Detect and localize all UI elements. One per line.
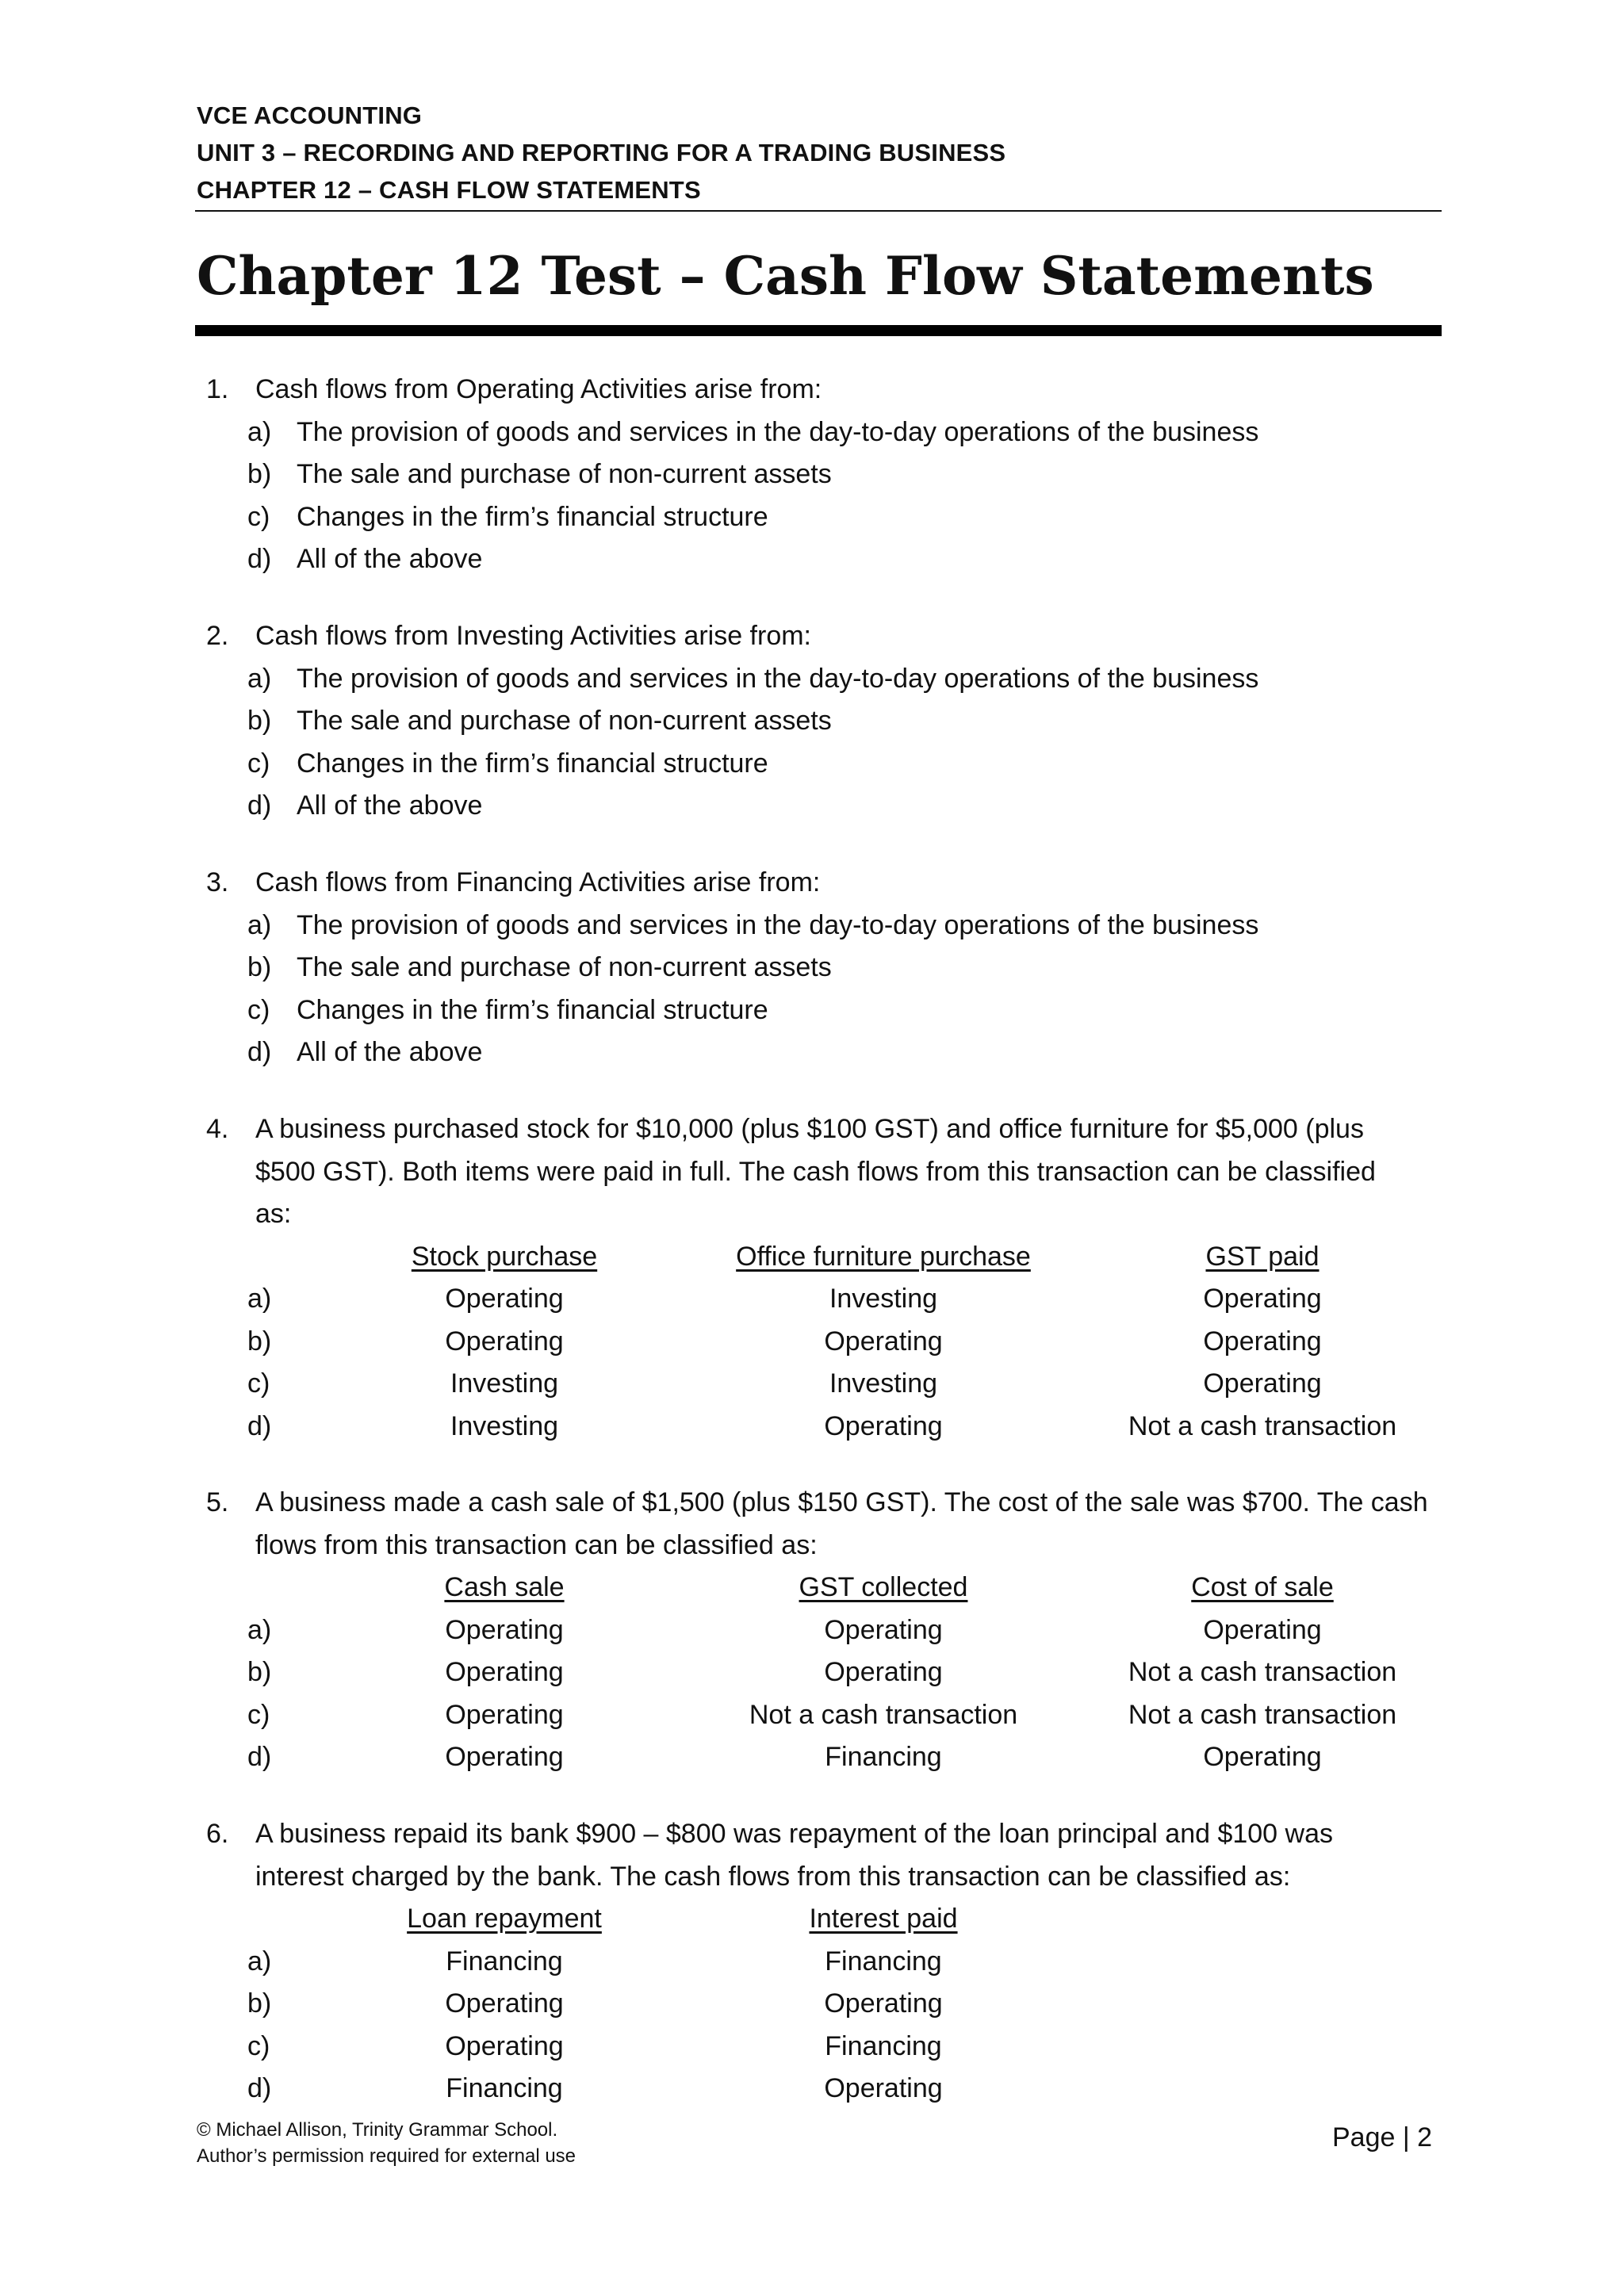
option-label: a)	[247, 1946, 272, 1976]
question-text-line: flows from this transaction can be classified as:	[255, 1529, 818, 1560]
option-label: b)	[247, 952, 272, 982]
question-number: 4.	[206, 1114, 229, 1144]
table-cell: Investing	[450, 1410, 559, 1441]
question-text-line: $500 GST). Both items were paid in full. The cash flows from this transaction can be classified	[255, 1156, 1376, 1187]
footer-copyright: © Michael Allison, Trinity Grammar School.	[197, 2119, 558, 2141]
table-cell: Investing	[450, 1368, 559, 1399]
option-text: The sale and purchase of non-current assets	[297, 459, 832, 489]
option	[197, 743, 1442, 786]
answer-row	[197, 1983, 1442, 2026]
option-label: b)	[247, 1326, 272, 1357]
question-number: 5.	[206, 1487, 229, 1517]
table-cell: Not a cash transaction	[749, 1699, 1018, 1730]
question-2	[197, 615, 1442, 828]
table-cell: Operating	[824, 1410, 943, 1441]
question-1	[197, 369, 1442, 581]
option-text: All of the above	[297, 790, 483, 821]
option-text: The sale and purchase of non-current assets	[297, 706, 832, 736]
option-label: b)	[247, 1988, 272, 2019]
option-text: The provision of goods and services in the day-to-day operations of the business	[297, 416, 1259, 447]
answer-row	[197, 2068, 1442, 2110]
option-label: d)	[247, 2073, 272, 2103]
column-header: Office furniture purchase	[736, 1241, 1031, 1272]
table-cell: Financing	[446, 2073, 563, 2103]
question-number: 3.	[206, 867, 229, 897]
table-cell: Operating	[445, 1699, 564, 1730]
table-cell: Operating	[824, 1988, 943, 2019]
option-text: The provision of goods and services in the day-to-day operations of the business	[297, 663, 1259, 694]
answer-row	[197, 1609, 1442, 1652]
table-cell: Investing	[829, 1368, 938, 1399]
column-header: Cash sale	[444, 1572, 565, 1602]
table-cell: Operating	[824, 1326, 943, 1357]
option	[197, 947, 1442, 989]
option	[197, 538, 1442, 581]
option	[197, 453, 1442, 496]
header-divider	[195, 210, 1442, 212]
option-label: d)	[247, 1410, 272, 1441]
header-unit: UNIT 3 – RECORDING AND REPORTING FOR A TRADING BUSINESS	[197, 139, 1006, 166]
table-cell: Financing	[825, 1946, 942, 1976]
table-cell: Operating	[1203, 1368, 1322, 1399]
question-3	[197, 862, 1442, 1074]
option	[197, 1031, 1442, 1074]
column-header: Stock purchase	[411, 1241, 598, 1272]
table-cell: Operating	[1203, 1284, 1322, 1314]
answer-row	[197, 1736, 1442, 1779]
option-text: The sale and purchase of non-current assets	[297, 952, 832, 982]
header-subject: VCE ACCOUNTING	[197, 101, 423, 129]
table-cell: Operating	[445, 1284, 564, 1314]
option-label: b)	[247, 706, 272, 736]
answer-table-header	[197, 1567, 1442, 1609]
page-title: Chapter 12 Test – Cash Flow Statements	[197, 245, 1374, 307]
question-text-line: A business repaid its bank $900 – $800 was repayment of the loan principal and $100 was	[255, 1819, 1334, 1849]
document-header	[197, 97, 1442, 209]
question-6	[197, 1813, 1442, 2110]
option	[197, 785, 1442, 828]
column-header: GST paid	[1205, 1241, 1320, 1272]
table-cell: Not a cash transaction	[1128, 1657, 1397, 1687]
option-label: a)	[247, 1614, 272, 1645]
option-text: All of the above	[297, 544, 483, 574]
question-text-line: A business made a cash sale of $1,500 (plus $150 GST). The cost of the sale was $700. The cash	[255, 1487, 1428, 1517]
option-label: c)	[247, 1699, 270, 1730]
answer-row	[197, 1941, 1442, 1984]
answer-table-header	[197, 1898, 1442, 1941]
title-divider	[195, 325, 1442, 336]
footer-permission: Author’s permission required for external use	[197, 2145, 576, 2167]
table-cell: Operating	[824, 2073, 943, 2103]
table-cell: Investing	[829, 1284, 938, 1314]
column-header: GST collected	[799, 1572, 968, 1602]
option	[197, 700, 1442, 743]
question-number: 1.	[206, 374, 229, 404]
answer-row	[197, 1694, 1442, 1737]
page-number: Page | 2	[1332, 2122, 1433, 2152]
table-cell: Operating	[445, 1657, 564, 1687]
option-label: b)	[247, 459, 272, 489]
option-label: a)	[247, 1284, 272, 1314]
option-label: c)	[247, 501, 270, 532]
table-cell: Financing	[825, 1742, 942, 1772]
option	[197, 658, 1442, 701]
option-label: a)	[247, 416, 272, 447]
question-text-line: A business purchased stock for $10,000 (plus $100 GST) and office furniture for $5,000 (plus	[255, 1114, 1364, 1144]
table-cell: Operating	[1203, 1326, 1322, 1357]
table-cell: Operating	[824, 1657, 943, 1687]
option-label: d)	[247, 1037, 272, 1067]
answer-row	[197, 1278, 1442, 1321]
footer-attribution	[197, 2117, 576, 2169]
table-cell: Operating	[1203, 1742, 1322, 1772]
table-cell: Not a cash transaction	[1128, 1699, 1397, 1730]
table-cell: Not a cash transaction	[1128, 1410, 1397, 1441]
option	[197, 411, 1442, 454]
question-text-line: interest charged by the bank. The cash flows from this transaction can be classified as:	[255, 1861, 1291, 1892]
table-cell: Financing	[825, 2030, 942, 2061]
option-label: b)	[247, 1657, 272, 1687]
option	[197, 905, 1442, 947]
answer-row	[197, 1363, 1442, 1406]
question-text: Cash flows from Investing Activities arise from:	[255, 621, 812, 651]
table-cell: Operating	[1203, 1614, 1322, 1645]
answer-row	[197, 1406, 1442, 1448]
question-number: 6.	[206, 1819, 229, 1849]
answer-table-header	[197, 1236, 1442, 1279]
option	[197, 496, 1442, 539]
table-cell: Operating	[445, 1742, 564, 1772]
option-text: Changes in the firm’s financial structure	[297, 501, 768, 532]
question-5	[197, 1482, 1442, 1779]
option-text: Changes in the firm’s financial structure	[297, 748, 768, 779]
table-cell: Operating	[445, 1988, 564, 2019]
table-cell: Operating	[445, 2030, 564, 2061]
question-text: Cash flows from Operating Activities arise from:	[255, 374, 822, 404]
option-label: c)	[247, 748, 270, 779]
option-text: Changes in the firm’s financial structure	[297, 994, 768, 1025]
option-label: d)	[247, 1742, 272, 1772]
answer-row	[197, 2026, 1442, 2068]
table-cell: Operating	[824, 1614, 943, 1645]
option-label: d)	[247, 790, 272, 821]
column-header: Loan repayment	[407, 1904, 602, 1934]
option-label: a)	[247, 663, 272, 694]
option-label: c)	[247, 1368, 270, 1399]
option-label: a)	[247, 909, 272, 940]
column-header: Cost of sale	[1191, 1572, 1334, 1602]
option-text: All of the above	[297, 1037, 483, 1067]
option	[197, 989, 1442, 1032]
question-number: 2.	[206, 621, 229, 651]
answer-row	[197, 1321, 1442, 1364]
option-label: c)	[247, 994, 270, 1025]
answer-row	[197, 1651, 1442, 1694]
question-text-line: as:	[255, 1199, 292, 1229]
option-label: d)	[247, 544, 272, 574]
column-header: Interest paid	[809, 1904, 958, 1934]
question-4	[197, 1108, 1442, 1448]
table-cell: Financing	[446, 1946, 563, 1976]
table-cell: Operating	[445, 1614, 564, 1645]
header-chapter: CHAPTER 12 – CASH FLOW STATEMENTS	[197, 176, 701, 204]
option-text: The provision of goods and services in the day-to-day operations of the business	[297, 909, 1259, 940]
option-label: c)	[247, 2030, 270, 2061]
question-text: Cash flows from Financing Activities arise from:	[255, 867, 821, 897]
table-cell: Operating	[445, 1326, 564, 1357]
